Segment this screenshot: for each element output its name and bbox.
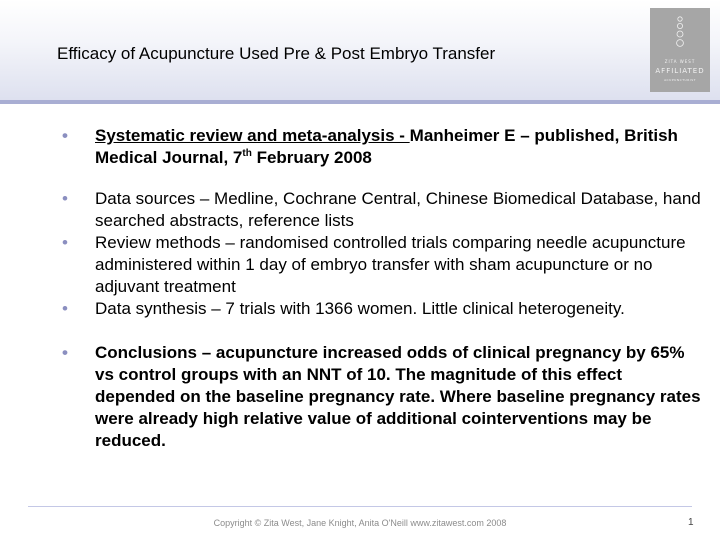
bullet-text: Data sources – Medline, Cochrane Central, Chinese Biomedical Database, hand searched abstracts, reference lists [95,189,701,230]
logo-main-text: AFFILIATED [655,67,705,75]
bullet-dot: • [62,189,68,208]
logo-sub-text: ACUPUNCTURIST [664,78,696,82]
slide-title: Efficacy of Acupuncture Used Pre & Post Embryo Transfer [57,44,496,63]
bullet-text-tail: February 2008 [251,148,372,167]
zita-west-logo [650,8,710,92]
bullet-text: Manheimer E – published, British Medical Journal, 7 [95,126,678,167]
slide-body [62,125,702,452]
bullet-data-sources [62,188,702,232]
bullet-systematic-review [62,125,702,169]
bullet-data-synthesis [62,298,702,320]
bullet-text: Conclusions – acupuncture increased odds of clinical pregnancy by 65% vs control groups with an NNT of 10. The magnitude of this effect depended on the baseline pregnancy rate. Where baseline pregnancy rates were already high relative value of additional cointerventions may be reduced. [95,343,701,450]
underlined-heading: Systematic review and meta-analysis - [95,126,410,145]
logo-circles-icon [650,8,710,58]
bullet-conclusions [62,342,702,452]
footer-divider [28,506,692,507]
bullet-dot: • [62,233,68,252]
ordinal-suffix: th [242,148,252,159]
footer-copyright: Copyright © Zita West, Jane Knight, Anita O'Neill www.zitawest.com 2008 [213,518,507,528]
logo-name: ZITA WEST [664,59,696,64]
bullet-review-methods [62,232,702,298]
page-number: 1 [688,517,694,528]
bullet-dot: • [62,299,68,318]
bullet-dot: • [62,343,68,362]
bullet-text: Data synthesis – 7 trials with 1366 women. Little clinical heterogeneity. [95,299,625,318]
header-divider [0,100,720,104]
bullet-text: Review methods – randomised controlled trials comparing needle acupuncture administered within 1 day of embryo transfer with sham acupuncture or no adjuvant treatment [95,233,686,296]
bullet-dot: • [62,126,68,145]
